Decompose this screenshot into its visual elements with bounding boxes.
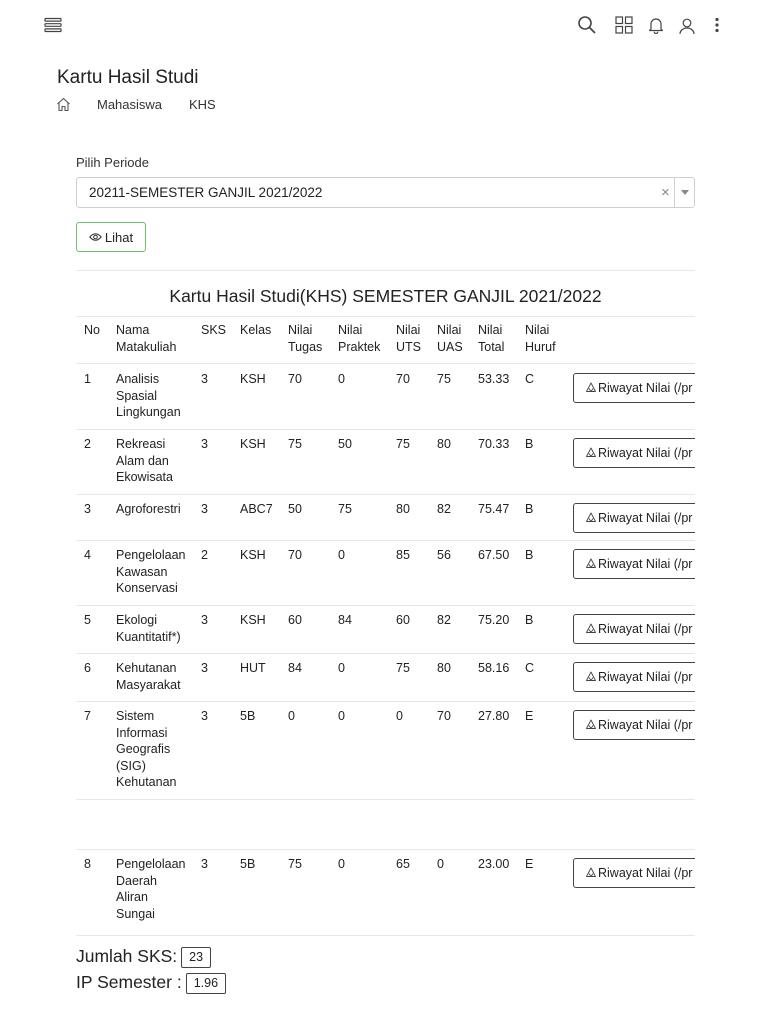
cell-nama-matakuliah	[116, 547, 186, 597]
cell-line: Lingkungan	[116, 405, 181, 419]
cell-line: Informasi	[116, 725, 168, 740]
header-col-sks	[201, 322, 226, 339]
cell-nilai-praktek: 0	[338, 661, 345, 675]
cell-nilai-praktek: 0	[338, 372, 345, 386]
cell-nilai-huruf: C	[525, 661, 535, 675]
cell-line: Analisis	[116, 372, 160, 386]
periode-label: Pilih Periode	[76, 155, 149, 170]
cell-nilai-uts: 0	[396, 709, 403, 723]
header-text: Total	[478, 339, 505, 354]
apps-grid-icon[interactable]	[614, 15, 634, 35]
ip-semester-value: 1.96	[186, 973, 226, 994]
header-text: No	[84, 323, 100, 337]
cell-no: 4	[84, 548, 91, 562]
cell-nilai-uts: 85	[396, 548, 410, 562]
lihat-label: Lihat	[104, 229, 134, 245]
history-icon	[585, 512, 597, 524]
cell-no: 8	[84, 857, 91, 871]
jumlah-sks-label: Jumlah SKS:	[76, 946, 178, 966]
cell-nilai-uas: 56	[437, 548, 451, 562]
cell-nama-matakuliah	[116, 501, 181, 518]
cell-nilai-total: 75.20	[478, 613, 510, 627]
header-text: Nilai	[437, 323, 462, 337]
cell-no: 2	[84, 437, 91, 451]
cell-line: Rekreasi	[116, 437, 166, 451]
cell-nilai-uts: 75	[396, 661, 410, 675]
cell-no: 7	[84, 709, 91, 723]
header-text: Matakuliah	[116, 339, 177, 354]
cell-line: Agroforestri	[116, 502, 181, 516]
table-row	[76, 654, 695, 702]
cell-line: Ekowisata	[116, 470, 173, 484]
cell-kelas: KSH	[240, 437, 266, 451]
riwayat-nilai-button[interactable]	[573, 858, 695, 888]
header-text: Huruf	[525, 339, 556, 354]
cell-nilai-huruf: C	[525, 372, 535, 386]
cell-line: Kehutanan	[116, 661, 177, 675]
cell-nilai-total: 53.33	[478, 372, 510, 386]
cell-nama-matakuliah	[116, 371, 181, 421]
cell-sks: 3	[201, 372, 208, 386]
table-row	[76, 606, 695, 654]
riwayat-nilai-button[interactable]	[573, 503, 695, 533]
table-row	[76, 541, 695, 606]
search-icon[interactable]	[576, 14, 598, 36]
cell-nilai-huruf: B	[525, 437, 534, 451]
riwayat-nilai-button[interactable]	[573, 438, 695, 468]
history-icon	[585, 447, 597, 459]
history-icon	[585, 558, 597, 570]
cell-kelas: 5B	[240, 857, 256, 871]
cell-nilai-praktek: 50	[338, 437, 352, 451]
top-bar	[0, 0, 768, 52]
header-text: Nilai	[288, 323, 313, 337]
table-row	[76, 702, 695, 800]
cell-line: Daerah	[116, 873, 157, 888]
riwayat-nilai-label: Riwayat Nilai (/pr	[598, 622, 693, 636]
header-text: Tugas	[288, 339, 323, 354]
periode-selected-value: 20211-SEMESTER GANJIL 2021/2022	[89, 185, 323, 200]
cell-kelas: KSH	[240, 548, 266, 562]
cell-nilai-tugas: 70	[288, 372, 302, 386]
riwayat-nilai-button[interactable]	[573, 549, 695, 579]
table-header	[76, 316, 695, 364]
header-col-nilai-praktek	[338, 322, 380, 355]
breadcrumb-item-khs: KHS	[189, 97, 216, 112]
header-text: Nilai	[338, 323, 363, 337]
header-col-nilai-total	[478, 322, 504, 355]
header-text: Praktek	[338, 339, 381, 354]
cell-nilai-tugas: 75	[288, 857, 302, 871]
riwayat-nilai-label: Riwayat Nilai (/pr	[598, 718, 693, 732]
cell-line: Kuantitatif*)	[116, 629, 181, 644]
history-icon	[585, 623, 597, 635]
cell-sks: 3	[201, 857, 208, 871]
cell-nilai-uts: 60	[396, 613, 410, 627]
cell-nilai-uas: 0	[437, 857, 444, 871]
cell-nilai-uas: 82	[437, 502, 451, 516]
cell-nilai-tugas: 60	[288, 613, 302, 627]
ip-semester	[76, 972, 226, 994]
cell-line: Sistem	[116, 709, 155, 723]
header-text: Nama	[116, 323, 150, 337]
table-row	[76, 430, 695, 495]
cell-line: Kehutanan	[116, 775, 177, 789]
cell-nilai-huruf: E	[525, 709, 534, 723]
jumlah-sks	[76, 946, 211, 968]
header-col-no	[84, 322, 100, 339]
cell-nilai-praktek: 0	[338, 548, 345, 562]
cell-sks: 3	[201, 437, 208, 451]
cell-line: Aliran	[116, 890, 148, 904]
jumlah-sks-value: 23	[181, 947, 211, 968]
header-text: UAS	[437, 339, 463, 354]
header-text: Nilai	[478, 323, 503, 337]
periode-select[interactable]	[76, 177, 695, 208]
cell-line: (SIG)	[116, 758, 146, 773]
cell-nilai-uts: 75	[396, 437, 410, 451]
cell-nilai-huruf: B	[525, 502, 534, 516]
cell-sks: 3	[201, 709, 208, 723]
cell-line: Ekologi	[116, 613, 157, 627]
table-row	[76, 365, 695, 430]
cell-nilai-tugas: 70	[288, 548, 302, 562]
header-text: Nilai	[396, 323, 421, 337]
riwayat-nilai-label: Riwayat Nilai (/pr	[598, 381, 693, 395]
cell-kelas: KSH	[240, 372, 266, 386]
cell-line: Sungai	[116, 906, 155, 921]
eye-icon	[89, 232, 102, 242]
cell-kelas: KSH	[240, 613, 266, 627]
cell-nilai-total: 75.47	[478, 502, 510, 516]
cell-kelas: 5B	[240, 709, 256, 723]
cell-line: Pengelolaan	[116, 548, 186, 562]
cell-nilai-praktek: 75	[338, 502, 352, 516]
cell-nilai-uts: 70	[396, 372, 410, 386]
riwayat-nilai-label: Riwayat Nilai (/pr	[598, 670, 693, 684]
cell-nama-matakuliah	[116, 660, 181, 693]
history-icon	[585, 382, 597, 394]
cell-nilai-tugas: 75	[288, 437, 302, 451]
ip-semester-label: IP Semester :	[76, 972, 182, 992]
cell-nama-matakuliah	[116, 436, 173, 486]
home-icon[interactable]	[56, 97, 71, 115]
cell-nilai-huruf: B	[525, 613, 534, 627]
cell-nilai-uas: 75	[437, 372, 451, 386]
history-icon	[585, 719, 597, 731]
cell-line: Pengelolaan	[116, 857, 186, 871]
bell-icon[interactable]	[646, 15, 666, 35]
cell-nama-matakuliah	[116, 856, 186, 922]
header-col-nilai-uas	[437, 322, 463, 355]
cell-nilai-total: 70.33	[478, 437, 510, 451]
cell-nama-matakuliah	[116, 708, 176, 791]
cell-no: 6	[84, 661, 91, 675]
cell-no: 3	[84, 502, 91, 516]
cell-line: Kawasan	[116, 564, 168, 579]
cell-kelas: HUT	[240, 661, 266, 675]
cell-sks: 3	[201, 661, 208, 675]
cell-line: Masyarakat	[116, 677, 181, 692]
cell-line: Alam dan	[116, 453, 169, 468]
riwayat-nilai-label: Riwayat Nilai (/pr	[598, 446, 693, 460]
cell-nilai-total: 67.50	[478, 548, 510, 562]
cell-nilai-tugas: 0	[288, 709, 295, 723]
history-icon	[585, 867, 597, 879]
more-vertical-icon[interactable]	[710, 15, 724, 35]
cell-nilai-uts: 65	[396, 857, 410, 871]
cell-nilai-huruf: E	[525, 857, 534, 871]
table-row	[76, 495, 695, 541]
cell-nilai-total: 27.80	[478, 709, 510, 723]
cell-line: Konservasi	[116, 581, 178, 595]
riwayat-nilai-button[interactable]	[573, 710, 695, 740]
riwayat-nilai-button[interactable]	[573, 662, 695, 692]
header-col-nilai-huruf	[525, 322, 556, 355]
cell-line: Geografis	[116, 742, 171, 756]
clear-icon[interactable]: ×	[661, 184, 670, 201]
cell-no: 1	[84, 372, 91, 386]
cell-line: Spasial	[116, 388, 157, 403]
lihat-button[interactable]	[76, 222, 146, 252]
cell-nilai-uas: 82	[437, 613, 451, 627]
cell-nilai-huruf: B	[525, 548, 534, 562]
cell-nilai-total: 23.00	[478, 857, 510, 871]
cell-sks: 2	[201, 548, 208, 562]
header-text: Kelas	[240, 323, 272, 337]
cell-no: 5	[84, 613, 91, 627]
cell-nama-matakuliah	[116, 612, 181, 645]
menu-icon[interactable]	[43, 15, 63, 35]
header-text: Nilai	[525, 323, 550, 337]
riwayat-nilai-label: Riwayat Nilai (/pr	[598, 866, 693, 880]
khs-title: Kartu Hasil Studi(KHS) SEMESTER GANJIL 2021/2022	[169, 286, 602, 306]
cell-sks: 3	[201, 613, 208, 627]
cell-nilai-uts: 80	[396, 502, 410, 516]
divider	[76, 270, 695, 271]
header-col-nilai-tugas	[288, 322, 322, 355]
user-icon[interactable]	[677, 16, 697, 36]
select-divider	[674, 178, 675, 207]
chevron-down-icon[interactable]	[681, 190, 689, 195]
khs-table	[76, 316, 695, 936]
cell-nilai-uas: 80	[437, 437, 451, 451]
table-row	[76, 850, 695, 936]
cell-nilai-uas: 80	[437, 661, 451, 675]
cell-nilai-tugas: 50	[288, 502, 302, 516]
breadcrumb-item-mahasiswa[interactable]: Mahasiswa	[97, 97, 163, 112]
riwayat-nilai-label: Riwayat Nilai (/pr	[598, 511, 693, 525]
cell-nilai-praktek: 0	[338, 709, 345, 723]
header-text: UTS	[396, 339, 421, 354]
cell-nilai-praktek: 84	[338, 613, 352, 627]
header-col-nama-matakuliah	[116, 322, 176, 355]
cell-kelas: ABC7	[240, 502, 273, 516]
page-title: Kartu Hasil Studi	[57, 67, 199, 88]
cell-nilai-total: 58.16	[478, 661, 510, 675]
header-text: SKS	[201, 323, 227, 337]
history-icon	[585, 671, 597, 683]
cell-nilai-uas: 70	[437, 709, 451, 723]
riwayat-nilai-button[interactable]	[573, 373, 695, 403]
cell-sks: 3	[201, 502, 208, 516]
riwayat-nilai-label: Riwayat Nilai (/pr	[598, 557, 693, 571]
cell-nilai-praktek: 0	[338, 857, 345, 871]
header-col-nilai-uts	[396, 322, 421, 355]
table-row-spacer	[76, 800, 695, 850]
cell-nilai-tugas: 84	[288, 661, 302, 675]
header-col-kelas	[240, 322, 271, 339]
riwayat-nilai-button[interactable]	[573, 614, 695, 644]
